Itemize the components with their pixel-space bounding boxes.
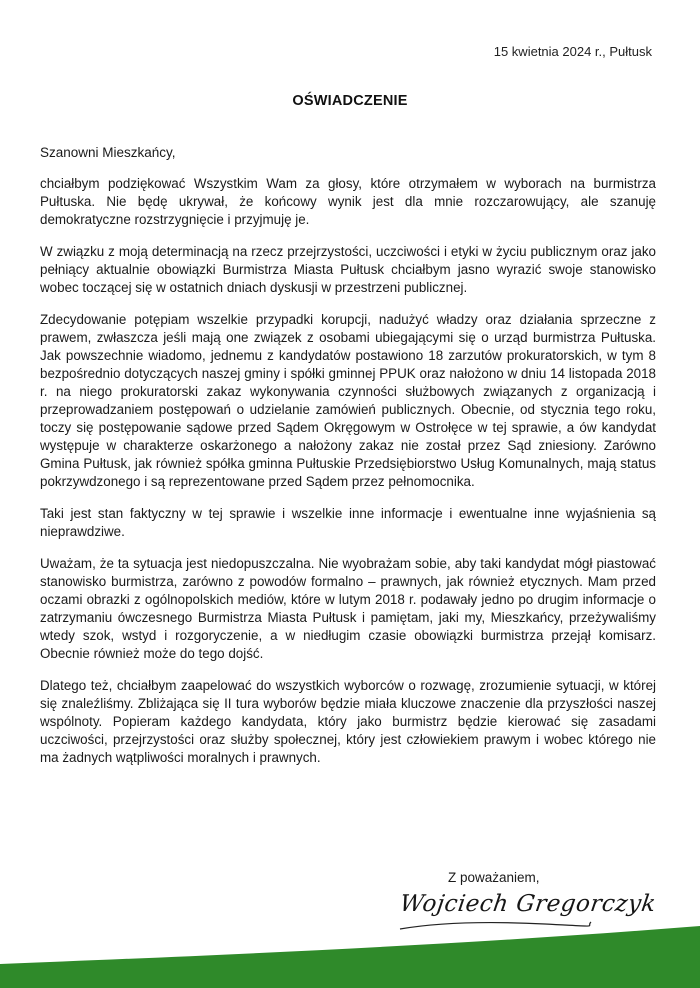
paragraph: W związku z moją determinacją na rzecz przejrzystości, uczciwości i etyki w życiu publicznym oraz jako pełniący aktualnie obowiązki Burmistrza Miasta Pułtusk chciałbym jasno wyrazić swoje stanowisko wobec toczącej się w ostatnich dniach dyskusji w przestrzeni publicznej. bbox=[40, 244, 656, 296]
handwritten-signature: Wojciech Gregorczyk bbox=[398, 891, 658, 917]
closing: Z poważaniem, bbox=[448, 870, 540, 885]
greeting: Szanowni Mieszkańcy, bbox=[40, 145, 176, 160]
paragraph: Dlatego też, chciałbym zaapelować do wszystkich wyborców o rozwagę, zrozumienie sytuacji, w której się znaleźliśmy. Zbliżająca się II tura wyborów będzie miała kluczowe znaczenie dla przyszłości naszej wspólnoty. Popieram każdego kandydata, który jako burmistrz będzie kierować się zasadami uczciwości, przejrzystości oraz służby społecznej, który jest człowiekiem prawym i wobec którego nie ma żadnych wątpliwości moralnych i prawnych. bbox=[40, 678, 656, 765]
paragraph: Taki jest stan faktyczny w tej sprawie i wszelkie inne informacje i ewentualne inne wyjaśnienia są nieprawdziwe. bbox=[40, 506, 656, 539]
paragraph: Uważam, że ta sytuacja jest niedopuszczalna. Nie wyobrażam sobie, aby taki kandydat mógł piastować stanowisko burmistrza, zarówno z powodów formalno – prawnych, jak również etycznych. Mam przed oczami obrazki z ogólnopolskich mediów, które w lutym 2018 r. podawały jedno po drugim informacje o zatrzymaniu ówczesnego Burmistrza Miasta Pułtusk i pamiętam, jaki my, Mieszkańcy, przeżywaliśmy wtedy szok, wstyd i rozgoryczenie, a w niedługim czasie obowiązki burmistrza przejął komisarz. Obecnie również może do tego dojść. bbox=[40, 556, 656, 661]
date-place: 15 kwietnia 2024 r., Pułtusk bbox=[493, 44, 652, 59]
document-body bbox=[40, 175, 656, 781]
paragraph: Zdecydowanie potępiam wszelkie przypadki korupcji, nadużyć władzy oraz działania sprzeczne z prawem, zwłaszcza jeśli mają one związek z osobami ubiegającymi się o urząd burmistrza Pułtuska. Jak powszechnie wiadomo, jednemu z kandydatów postawiono 18 zarzutów prokuratorskich, w tym 8 bezpośrednio dotyczących naszej gminy i spółki gminnej PPUK oraz nałożono w dniu 14 listopada 2018 r. na niego prokuratorski zakaz wykonywania czynności służbowych związanych z organizacją i przeprowadzaniem postępowań o udzielanie zamówień publicznych. Obecnie, od stycznia tego roku, toczy się postępowanie sądowe przed Sądem Okręgowym w Ostrołęce w tej sprawie, a ów kandydat występuje w charakterze oskarżonego a nałożony zakaz nie został przez Sąd zniesiony. Zarówno Gmina Pułtusk, jak również spółka gminna Pułtuskie Przedsiębiorstwo Usług Komunalnych, mają status pokrzywdzonego i są reprezentowane przed Sądem przez pełnomocnika. bbox=[40, 312, 656, 489]
document-title: OŚWIADCZENIE bbox=[292, 93, 408, 109]
footer-green-band bbox=[0, 926, 700, 988]
paragraph: chciałbym podziękować Wszystkim Wam za głosy, które otrzymałem w wyborach na burmistrza Pułtuska. Nie będę ukrywał, że końcowy wynik jest dla mnie rozczarowujący, ale szanuję demokratyczne rozstrzygnięcie i przyjmuję je. bbox=[40, 176, 656, 227]
